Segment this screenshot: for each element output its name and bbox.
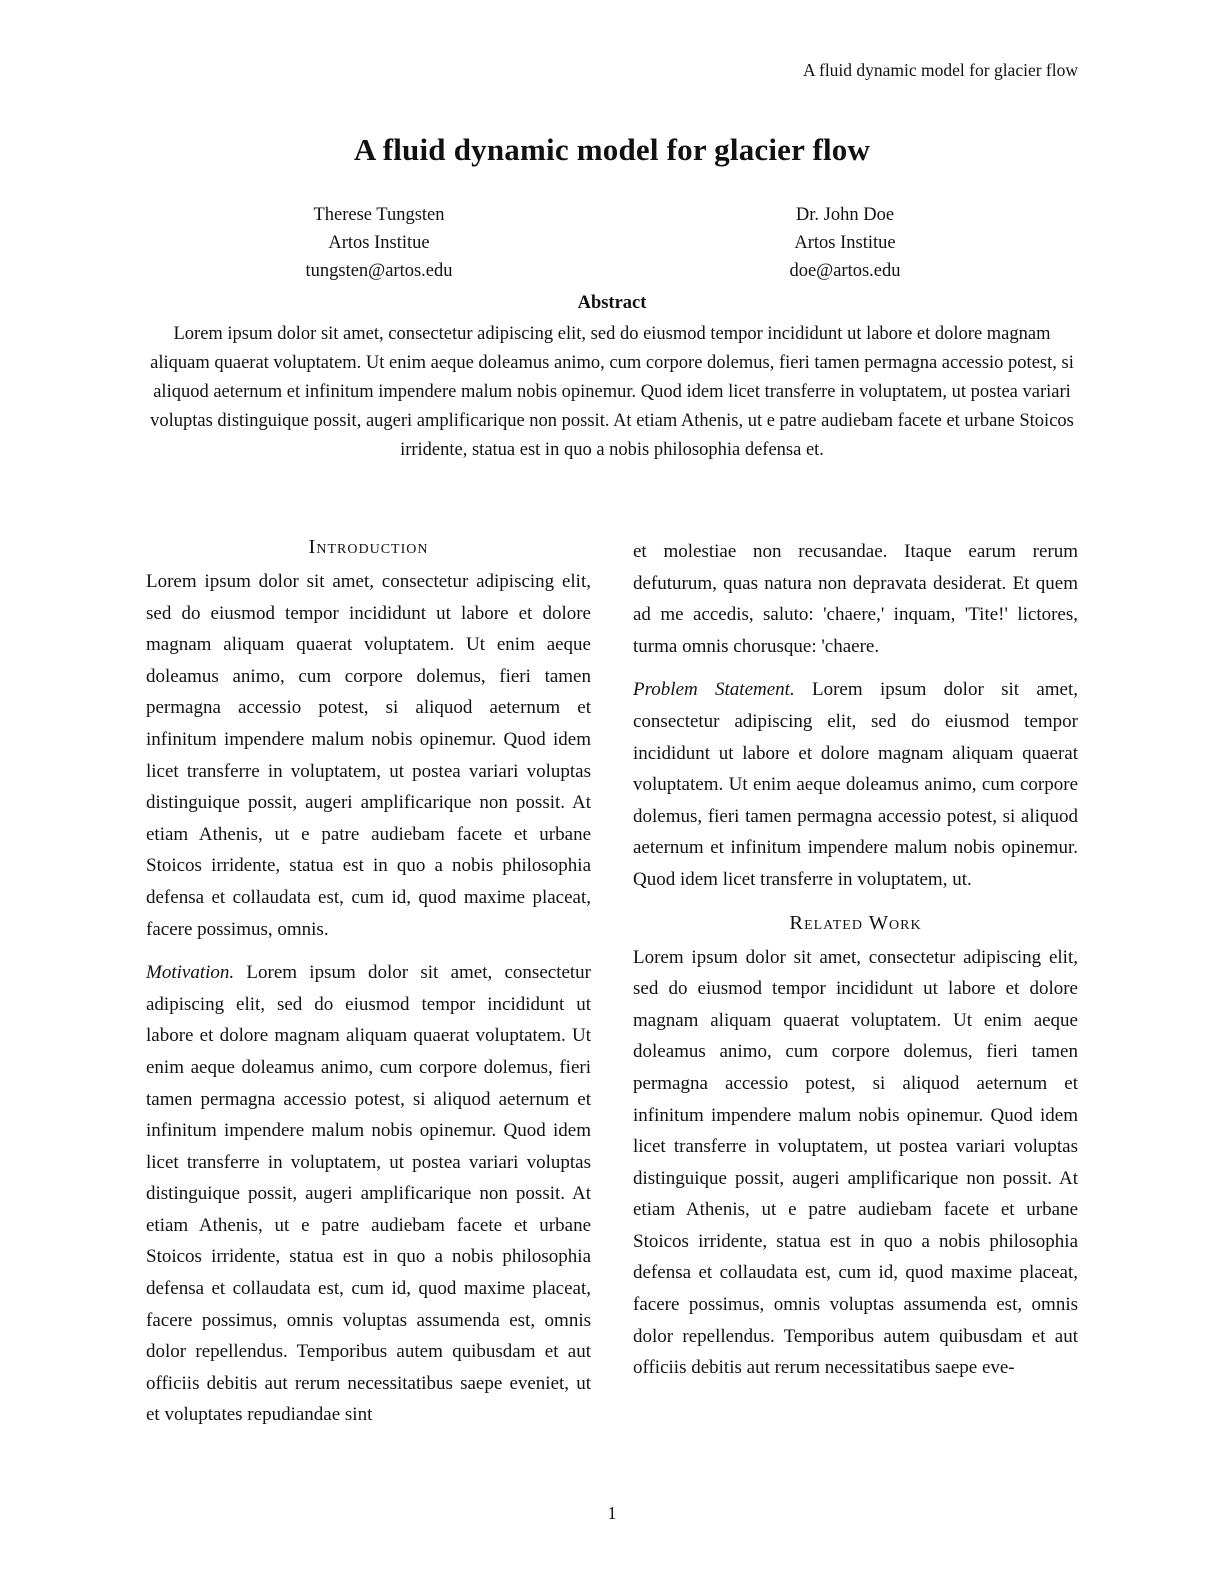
left-column [146, 536, 591, 1431]
runin-heading-problem-statement: Problem Statement. [633, 679, 795, 701]
author-affiliation: Artos Institue [328, 233, 430, 253]
section-heading-introduction: Introduction [308, 536, 429, 558]
abstract-heading: Abstract [577, 293, 647, 313]
related-work-paragraph: Lorem ipsum dolor sit amet, consectetur adipiscing elit, sed do eiusmod tempor incididunt ut labore et dolore magnam aliquam quaerat voluptatem. Ut enim aeque doleamus animo, cum corpore dolemus, fieri tamen permagna accessio potest, si aliquod aeternum et infinitum impendere malum nobis opinemur. Quod idem licet transferre in voluptatem, ut postea variari voluptas distinguique possit, augeri amplificarique non possit. At etiam Athenis, ut e patre audiebam facete et urbane Stoicos irridente, statua est in quo a nobis philosophia defensa et collaudata est, cum id, quod maxime placeat, facere possimus, omnis voluptas assumenda est, omnis dolor repellendus. Temporibus autem quibusdam et aut officiis debitis aut rerum necessitatibus saepe eve- [633, 946, 1078, 1379]
author-email: doe@artos.edu [789, 261, 901, 281]
running-header: A fluid dynamic model for glacier flow [802, 60, 1078, 80]
paper-title: A fluid dynamic model for glacier flow [353, 132, 871, 167]
author-1 [146, 201, 612, 285]
body-columns [146, 536, 1078, 1431]
abstract-section [150, 293, 1074, 465]
author-affiliation: Artos Institue [794, 233, 896, 253]
problem-statement-paragraph [633, 674, 1078, 895]
right-column [633, 536, 1078, 1431]
author-email: tungsten@artos.edu [305, 261, 453, 281]
section-heading-related-work: Related Work [789, 911, 922, 934]
introduction-paragraph: Lorem ipsum dolor sit amet, consectetur adipiscing elit, sed do eiusmod tempor incididunt ut labore et dolore magnam aliquam quaerat voluptatem. Ut enim aeque doleamus animo, cum corpore dolemus, fieri tamen permagna accessio potest, si aliquod aeternum et infinitum impendere malum nobis opinemur. Quod idem licet transferre in voluptatem, ut postea variari voluptas distinguique possit, augeri amplificarique non possit. At etiam Athenis, ut e patre audiebam facete et urbane Stoicos irridente, statua est in quo a nobis philosophia defensa et collaudata est, cum id, quod maxime placeat, facere possimus, omnis. [146, 571, 591, 940]
motivation-paragraph [146, 957, 591, 1431]
authors-block [146, 201, 1078, 285]
author-2 [612, 201, 1078, 285]
problem-statement-paragraph-text: Lorem ipsum dolor sit amet, consectetur adipiscing elit, sed do eiusmod tempor incididunt ut labore et dolore magnam aliquam quaerat voluptatem. Ut enim aeque doleamus animo, cum corpore dolemus, fieri tamen permagna accessio potest, si aliquod aeternum et infinitum impendere malum nobis opinemur. Quod idem licet transferre in voluptatem, ut. [633, 679, 1079, 890]
motivation-paragraph-text: Lorem ipsum dolor sit amet, consectetur adipiscing elit, sed do eiusmod tempor incididunt ut labore et dolore magnam aliquam quaerat voluptatem. Ut enim aeque doleamus animo, cum corpore dolemus, fieri tamen permagna accessio potest, si aliquod aeternum et infinitum impendere malum nobis opinemur. Quod idem licet transferre in voluptatem, ut postea variari voluptas distinguique possit, augeri amplificarique non possit. At etiam Athenis, ut e patre audiebam facete et urbane Stoicos irridente, statua est in quo a nobis philosophia defensa et collaudata est, cum id, quod maxime placeat, facere possimus, omnis voluptas assumenda est, omnis dolor repellendus. Temporibus autem quibusdam et aut officiis debitis aut rerum necessitatibus saepe eveniet, ut et voluptates repudiandae sint [146, 962, 592, 1426]
introduction-continuation-paragraph: et molestiae non recusandae. Itaque earum rerum defuturum, quas natura non depravata desiderat. Et quem ad me accedis, saluto: 'chaere,' inquam, 'Tite!' lictores, turma omnis chorusque: 'chaere. [633, 541, 1078, 657]
runin-heading-motivation: Motivation. [146, 962, 235, 984]
author-name: Dr. John Doe [795, 205, 895, 225]
page-number: 1 [607, 1503, 617, 1523]
abstract-text: Lorem ipsum dolor sit amet, consectetur adipiscing elit, sed do eiusmod tempor incididunt ut labore et dolore magnam aliquam quaerat voluptatem. Ut enim aeque doleamus animo, cum corpore dolemus, fieri tamen permagna accessio potest, si aliquod aeternum et infinitum impendere malum nobis opinemur. Quod idem licet transferre in voluptatem, ut postea variari voluptas distinguique possit, augeri amplificarique non possit. At etiam Athenis, ut e patre audiebam facete et urbane Stoicos irridente, statua est in quo a nobis philosophia defensa et. [150, 324, 1074, 460]
author-name: Therese Tungsten [313, 205, 445, 225]
